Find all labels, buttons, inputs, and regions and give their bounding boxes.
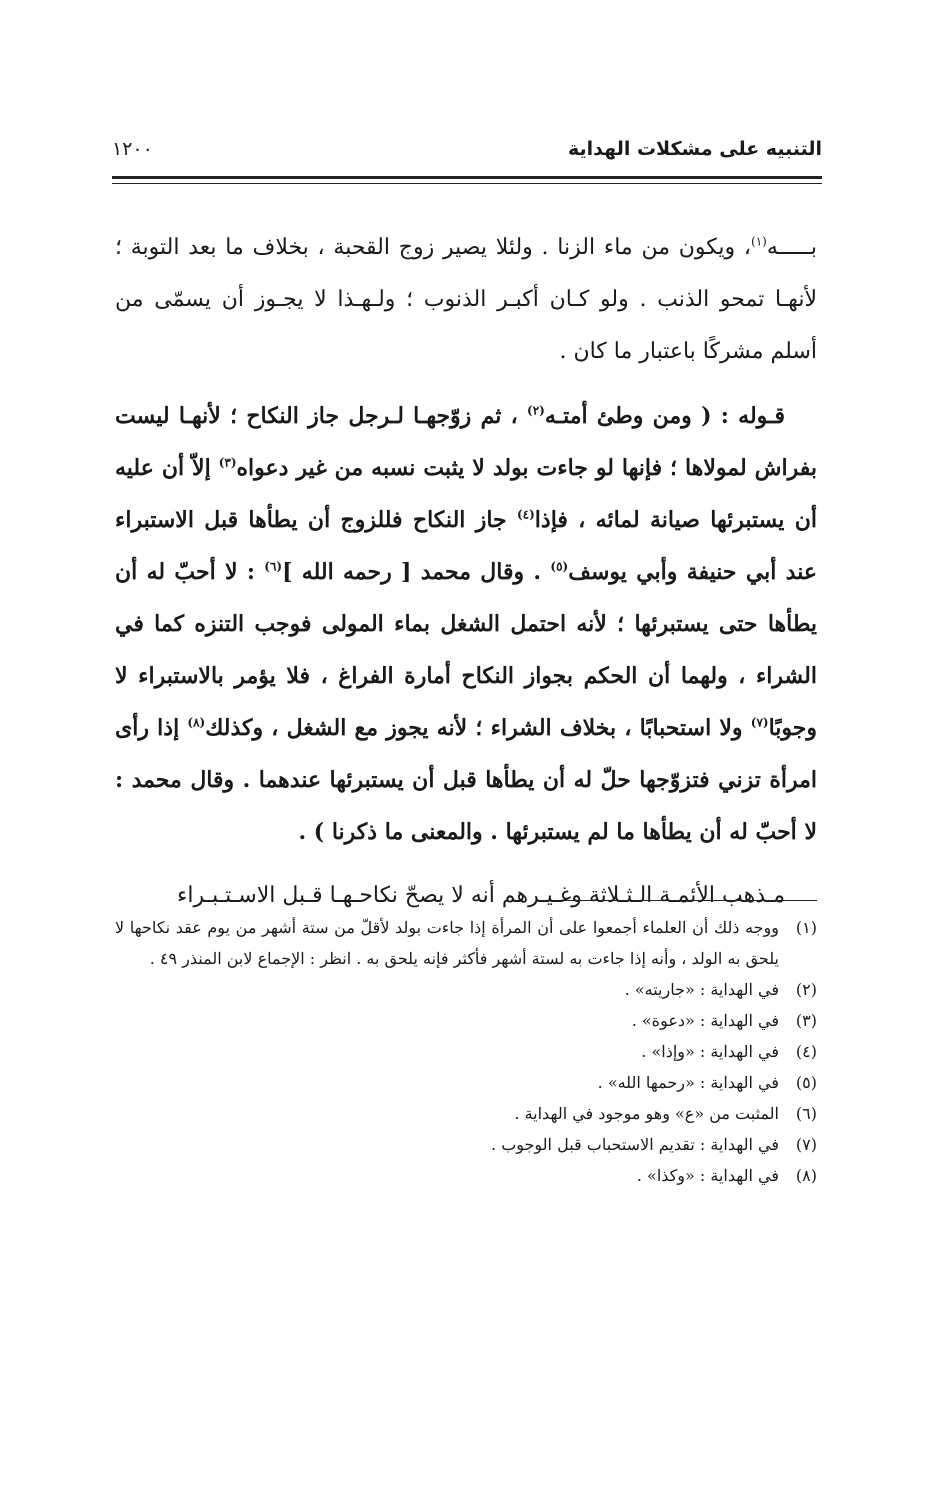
- footnote-number: (٨): [795, 1166, 817, 1185]
- footnote-number: (٢): [795, 980, 817, 999]
- paragraph-1: بـــــه$^{(١)}$، ويكون من ماء الزنا . ولئلا يصير زوج القحبة ، بخلاف ما بعد التوبة ؛ لأنهـا تمحو الذنب . ولو كـان أكبـر الذنوب ؛ ولـهـذا لا يجـوز أن يسمّى من أسلم مشركًا باعتبار ما كان .: [115, 234, 817, 364]
- footnote-text: في الهداية : «رحمها الله» .: [597, 1073, 779, 1092]
- footnote-text: في الهداية : «دعوة» .: [631, 1011, 779, 1030]
- footnote: [115, 1129, 817, 1160]
- footnote-text: المثبت من «ع» وهو موجود في الهداية .: [514, 1104, 779, 1123]
- footnote-number: (٧): [795, 1135, 817, 1154]
- footnotes: [115, 912, 817, 1191]
- running-header: [112, 138, 822, 168]
- footnote: [115, 974, 817, 1005]
- footnote-text: في الهداية : «وكذا» .: [636, 1166, 779, 1185]
- footnote-text: في الهداية : «جاريته» .: [624, 980, 779, 999]
- footnote-text: ووجه ذلك أن العلماء أجمعوا على أن المرأة إذا جاءت بولد لأقلّ من ستة أشهر من يوم عقد نكاحها لا يلحق به الولد ، وأنه إذا جاءت به لستة أشهر فأكثر فإنه يلحق به . انظر : الإجماع لابن المنذر ٤٩ .: [115, 918, 780, 968]
- footnote-number: (٤): [795, 1042, 817, 1061]
- paragraph-2-quote: قـوله : ( ومن وطئ أمتـه$^{(٢)}$ ، ثم زوّجهـا لـرجل جاز النكاح ؛ لأنهـا ليست بفراش لمولاها ؛ فإنها لو جاءت بولد لا يثبت نسبه من غير دعواه$^{(٣)}$ إلاّ أن عليه أن يستبرئها صيانة لمائه ، فإذا$^{(٤)}$ جاز النكاح فللزوج أن يطأها قبل الاستبراء عند أبي حنيفة وأبي يوسف$^{(٥)}$ . وقال محمد [ رحمه الله ]$^{(٦)}$ : لا أحبّ له أن يطأها حتى يستبرئها ؛ لأنه احتمل الشغل بماء المولى فوجب التنزه كما في الشراء ، ولهما أن الحكم بجواز النكاح أمارة الفراغ ، فلا يؤمر بالاستبراء لا وجوبًا$^{(٧)}$ ولا استحبابًا ، بخلاف الشراء ؛ لأنه يجوز مع الشغل ، وكذلك$^{(٨)}$ إذا رأى امرأة تزني فتزوّجها حلّ له أن يطأها قبل أن يستبرئها عندهما . وقال محمد : لا أحبّ له أن يطأها ما لم يستبرئها . والمعنى ما ذكرنا ) .: [115, 403, 818, 845]
- footnote-text: في الهداية : «وإذا» .: [641, 1042, 779, 1061]
- footnote-number: (٣): [795, 1011, 817, 1030]
- footnote: [115, 1067, 817, 1098]
- footnote-separator: [565, 900, 817, 901]
- page-number: ١٢٠٠: [112, 138, 153, 160]
- footnote-number: (٦): [795, 1104, 817, 1123]
- header-rule-thin: [112, 183, 822, 184]
- footnote: [115, 1160, 817, 1191]
- running-title: التنبيه على مشكلات الهداية: [568, 138, 822, 160]
- main-text: [115, 222, 817, 922]
- footnote-text: في الهداية : تقديم الاستحباب قبل الوجوب .: [491, 1135, 779, 1154]
- footnote: [115, 912, 817, 974]
- footnote-number: (٥): [795, 1073, 817, 1092]
- paragraph-3: مـذهب الأئمـة الـثـلاثة وغـيـرهم أنه لا يصحّ نكاحـهـا قـبل الاسـتـبـراء: [177, 883, 785, 908]
- footnote: [115, 1005, 817, 1036]
- footnote: [115, 1098, 817, 1129]
- header-rule-thick: [112, 176, 822, 179]
- footnote-number: (١): [795, 918, 817, 937]
- footnote: [115, 1036, 817, 1067]
